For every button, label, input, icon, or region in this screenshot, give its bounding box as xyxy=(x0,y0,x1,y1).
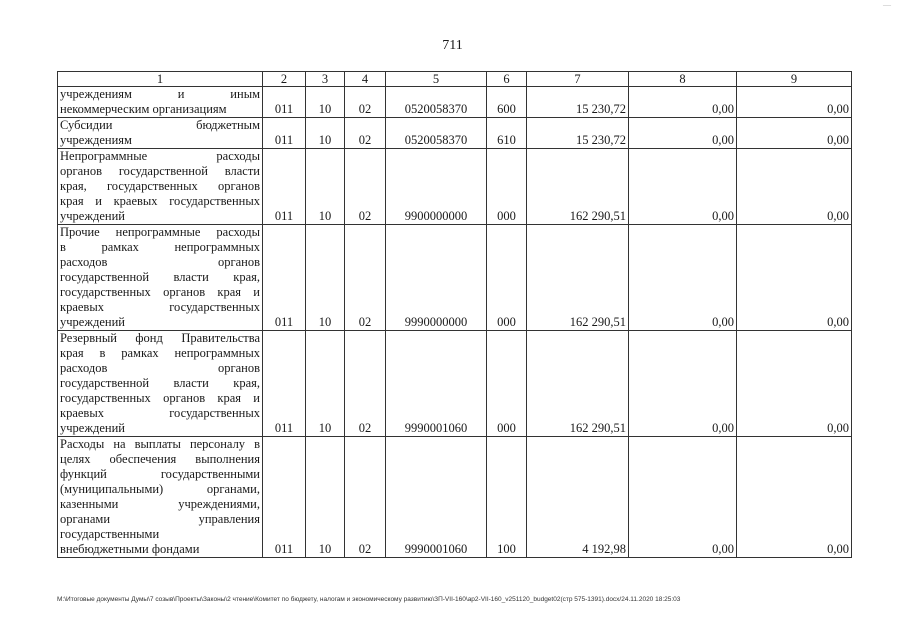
row-name-line: учреждениям xyxy=(60,133,132,147)
amount-cell: 162 290,51 xyxy=(527,149,629,225)
target-article-cell: 0520058370 xyxy=(386,118,487,149)
amount-cell: 162 290,51 xyxy=(527,331,629,437)
target-article-cell: 9990000000 xyxy=(386,225,487,331)
row-name-line: некоммерческим организациям xyxy=(60,102,227,116)
section-code-cell: 011 xyxy=(263,331,306,437)
amount3-cell: 0,00 xyxy=(737,225,852,331)
target-article-cell: 9990001060 xyxy=(386,331,487,437)
table-row xyxy=(58,437,852,558)
row-name-line: в рамках непрограммных xyxy=(60,240,260,254)
amount3-cell: 0,00 xyxy=(737,331,852,437)
row-name-cell xyxy=(58,331,263,437)
amount-cell: 15 230,72 xyxy=(527,87,629,118)
row-name-line: краевых государственных xyxy=(60,300,260,314)
amount-cell: 4 192,98 xyxy=(527,437,629,558)
column-header-4: 4 xyxy=(345,72,386,87)
subsection-code-cell: 10 xyxy=(306,118,345,149)
subsection2-code-cell: 02 xyxy=(345,225,386,331)
subsection2-code-cell: 02 xyxy=(345,118,386,149)
expense-type-cell: 000 xyxy=(487,331,527,437)
row-name-line: казенными учреждениями, xyxy=(60,497,260,511)
table-row xyxy=(58,118,852,149)
subsection-code-cell: 10 xyxy=(306,87,345,118)
row-name-line: государственных органов края и xyxy=(60,391,260,405)
row-name-line: учреждениям и иным xyxy=(60,87,260,101)
amount3-cell: 0,00 xyxy=(737,437,852,558)
table-row xyxy=(58,149,852,225)
page-number: 711 xyxy=(442,38,463,53)
expense-type-cell: 000 xyxy=(487,225,527,331)
table-row xyxy=(58,225,852,331)
subsection2-code-cell: 02 xyxy=(345,149,386,225)
subsection-code-cell: 10 xyxy=(306,437,345,558)
corner-mark: — xyxy=(883,0,891,9)
row-name-line: учреждений xyxy=(60,209,125,223)
row-name-line: края, государственных органов xyxy=(60,179,260,193)
row-name-line: функций государственными xyxy=(60,467,260,481)
row-name-line: Непрограммные расходы xyxy=(60,149,260,163)
header-row xyxy=(58,72,852,87)
amount2-cell: 0,00 xyxy=(629,118,737,149)
row-name-cell xyxy=(58,437,263,558)
subsection2-code-cell: 02 xyxy=(345,331,386,437)
row-name-line: Расходы на выплаты персоналу в xyxy=(60,437,260,451)
amount-cell: 15 230,72 xyxy=(527,118,629,149)
amount2-cell: 0,00 xyxy=(629,331,737,437)
amount2-cell: 0,00 xyxy=(629,437,737,558)
row-name-line: расходов органов xyxy=(60,255,260,269)
row-name-line: государственными xyxy=(60,527,160,541)
budget-table xyxy=(57,71,852,558)
row-name-line: учреждений xyxy=(60,421,125,435)
amount2-cell: 0,00 xyxy=(629,87,737,118)
column-header-7: 7 xyxy=(527,72,629,87)
section-code-cell: 011 xyxy=(263,149,306,225)
row-name-line: учреждений xyxy=(60,315,125,329)
amount2-cell: 0,00 xyxy=(629,149,737,225)
expense-type-cell: 100 xyxy=(487,437,527,558)
footer-path: M:\Итоговые документы Думы\7 созыв\Проекты\Законы\2 чтение\Комитет по бюджету, налогам и экономическому развитию\ЗП-VII-160\ap2-VII-160_v251120_budget02(стр 575-1391).docx/24.11.2020 18:25:03 xyxy=(57,596,681,603)
column-header-5: 5 xyxy=(386,72,487,87)
row-name-line: органами управления xyxy=(60,512,260,526)
column-header-6: 6 xyxy=(487,72,527,87)
row-name-cell xyxy=(58,149,263,225)
subsection2-code-cell: 02 xyxy=(345,437,386,558)
target-article-cell: 9990001060 xyxy=(386,437,487,558)
target-article-cell: 0520058370 xyxy=(386,87,487,118)
column-header-9: 9 xyxy=(737,72,852,87)
section-code-cell: 011 xyxy=(263,225,306,331)
row-name-line: государственных органов края и xyxy=(60,285,260,299)
row-name-cell xyxy=(58,87,263,118)
table-row xyxy=(58,87,852,118)
row-name-cell xyxy=(58,225,263,331)
row-name-line: (муниципальными) органами, xyxy=(60,482,260,496)
expense-type-cell: 000 xyxy=(487,149,527,225)
row-name-line: органов государственной власти xyxy=(60,164,260,178)
row-name-line: расходов органов xyxy=(60,361,260,375)
expense-type-cell: 610 xyxy=(487,118,527,149)
table-row xyxy=(58,331,852,437)
subsection-code-cell: 10 xyxy=(306,149,345,225)
row-name-line: краевых государственных xyxy=(60,406,260,420)
subsection-code-cell: 10 xyxy=(306,225,345,331)
amount3-cell: 0,00 xyxy=(737,149,852,225)
subsection-code-cell: 10 xyxy=(306,331,345,437)
column-header-1: 1 xyxy=(58,72,263,87)
amount2-cell: 0,00 xyxy=(629,225,737,331)
column-header-8: 8 xyxy=(629,72,737,87)
row-name-cell xyxy=(58,118,263,149)
target-article-cell: 9900000000 xyxy=(386,149,487,225)
section-code-cell: 011 xyxy=(263,118,306,149)
expense-type-cell: 600 xyxy=(487,87,527,118)
amount3-cell: 0,00 xyxy=(737,87,852,118)
row-name-line: Резервный фонд Правительства xyxy=(60,331,260,345)
row-name-line: внебюджетными фондами xyxy=(60,542,200,556)
row-name-line: Субсидии бюджетным xyxy=(60,118,260,132)
section-code-cell: 011 xyxy=(263,437,306,558)
row-name-line: государственной власти края, xyxy=(60,270,260,284)
row-name-line: края и краевых государственных xyxy=(60,194,260,208)
amount-cell: 162 290,51 xyxy=(527,225,629,331)
column-header-2: 2 xyxy=(263,72,306,87)
row-name-line: целях обеспечения выполнения xyxy=(60,452,260,466)
row-name-line: Прочие непрограммные расходы xyxy=(60,225,260,239)
amount3-cell: 0,00 xyxy=(737,118,852,149)
section-code-cell: 011 xyxy=(263,87,306,118)
column-header-3: 3 xyxy=(306,72,345,87)
row-name-line: государственной власти края, xyxy=(60,376,260,390)
subsection2-code-cell: 02 xyxy=(345,87,386,118)
row-name-line: края в рамках непрограммных xyxy=(60,346,260,360)
